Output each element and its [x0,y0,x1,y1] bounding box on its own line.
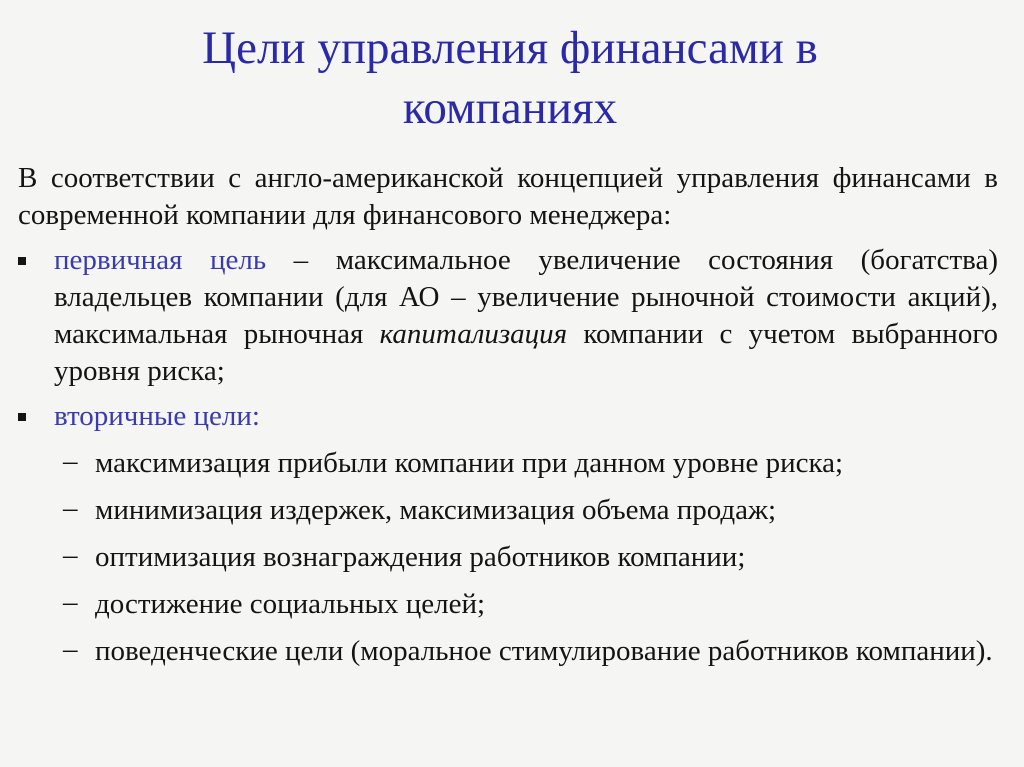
primary-goal-item [18,242,998,390]
primary-goal-desc-2: компании с учетом выбранного уровня риска; [54,318,998,387]
primary-goal-italic: капитализация [379,318,568,350]
square-bullet-icon [18,257,26,265]
dash-bullet: – [63,633,78,665]
sub-list-item [18,492,998,529]
sub-list-item-text: поведенческие цели (моральное стимулирование работников компании). [95,635,993,667]
sub-list-item-text: минимизация издержек, максимизация объема продаж; [95,494,777,526]
square-bullet-icon [18,413,26,421]
sub-list-item-text: оптимизация вознаграждения работников компании; [95,541,746,573]
primary-goal-text [54,242,998,390]
slide-title [60,18,960,138]
sub-list-item-text: максимизация прибыли компании при данном уровне риска; [95,447,844,479]
secondary-goals-item [18,398,998,435]
dash-bullet: – [63,586,78,618]
secondary-goals-term: вторичные цели: [54,400,260,432]
sub-list-item [18,633,998,670]
intro-paragraph: В соответствии с англо-американской концепцией управления финансами в современной компании для финансового менеджера: [18,162,998,231]
slide-body [18,160,998,670]
slide-title-line-2: компаниях [402,82,618,134]
primary-goal-term: первичная цель [54,244,267,276]
primary-goal-desc-1: – максимальное увеличение состояния (богатства) владельцев компании (для АО – увеличение рыночной стоимости акций), максимальная рыночная [54,244,998,350]
sub-list-item [18,539,998,576]
dash-bullet: – [63,445,78,477]
sub-list-item [18,586,998,623]
dash-bullet: – [63,539,78,571]
dash-bullet: – [63,492,78,524]
slide-title-line-1: Цели управления финансами в [202,22,818,74]
sub-list-item-text: достижение социальных целей; [95,588,486,620]
sub-list-item [18,445,998,482]
